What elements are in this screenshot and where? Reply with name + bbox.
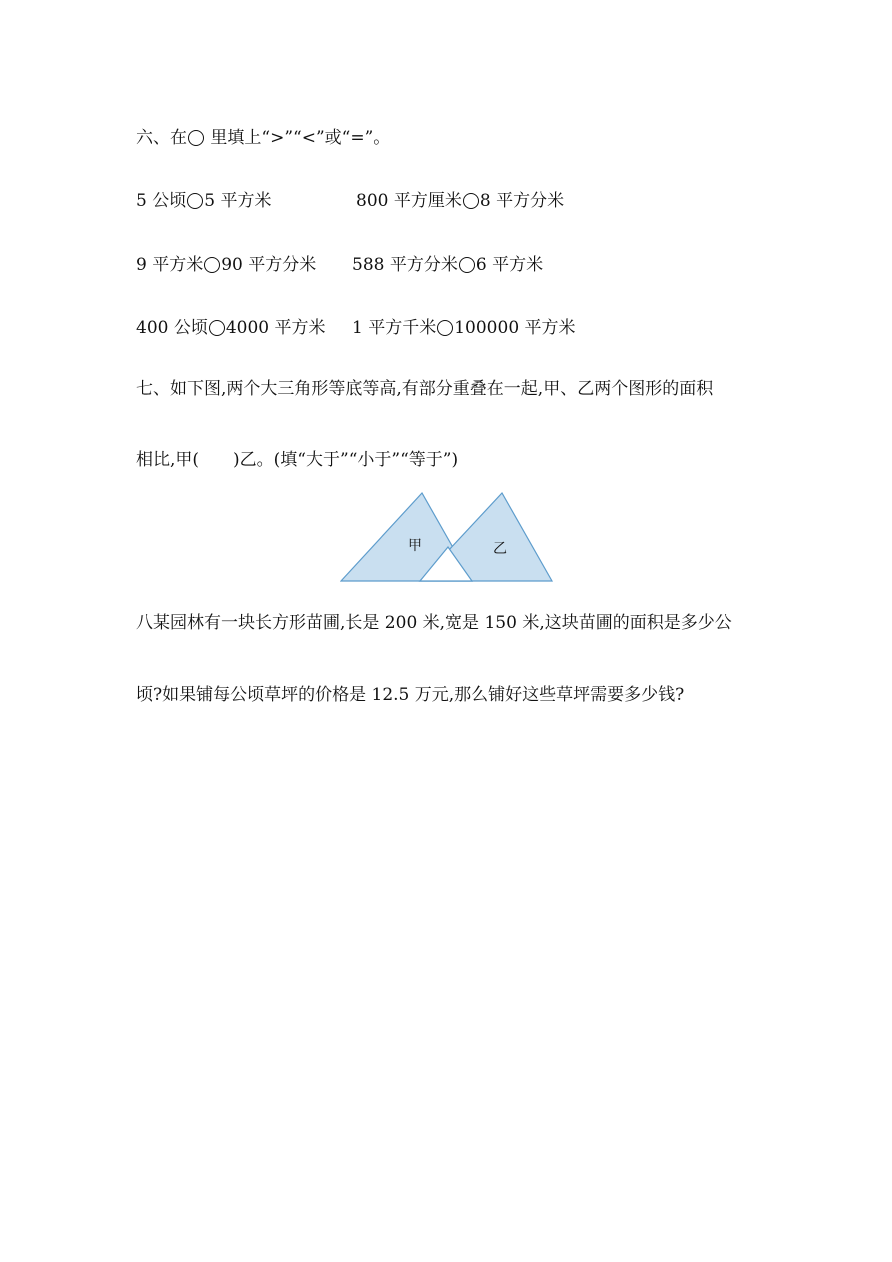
compare-row-3 [136, 316, 576, 340]
section7-line1: 七、如下图,两个大三角形等底等高,有部分重叠在一起,甲、乙两个图形的面积 [136, 379, 714, 399]
compare-row-2 [136, 253, 543, 277]
section6-title: 六、在 里填上“>”“<”或“=”。 [136, 128, 391, 148]
overlapping-triangles-figure [340, 490, 554, 584]
compare-item: 400 公顷 4000 平方米 [136, 318, 326, 338]
compare-item: 800 平方厘米 8 平方分米 [356, 191, 565, 211]
compare-item: 5 公顷 5 平方米 [136, 191, 272, 211]
answer-circle-icon[interactable] [187, 193, 203, 209]
compare-row-1 [136, 189, 564, 213]
answer-circle-icon[interactable] [204, 257, 220, 273]
answer-circle-icon[interactable] [437, 320, 453, 336]
compare-item: 9 平方米 90 平方分米 [136, 255, 317, 275]
compare-item: 1 平方千米 100000 平方米 [352, 318, 576, 338]
blank-circle-icon [188, 130, 204, 146]
label-jia: 甲 [408, 538, 422, 554]
answer-circle-icon[interactable] [459, 257, 475, 273]
section7-line2: 相比,甲( )乙。(填“大于”“小于”“等于”) [136, 450, 459, 470]
answer-circle-icon[interactable] [209, 320, 225, 336]
answer-circle-icon[interactable] [463, 193, 479, 209]
section8-line2: 顷?如果铺每公顷草坪的价格是 12.5 万元,那么铺好这些草坪需要多少钱? [136, 685, 685, 705]
compare-item: 588 平方分米 6 平方米 [352, 255, 544, 275]
section8-line1: 八某园林有一块长方形苗圃,长是 200 米,宽是 150 米,这块苗圃的面积是多少公 [136, 613, 732, 633]
label-yi: 乙 [493, 541, 507, 557]
